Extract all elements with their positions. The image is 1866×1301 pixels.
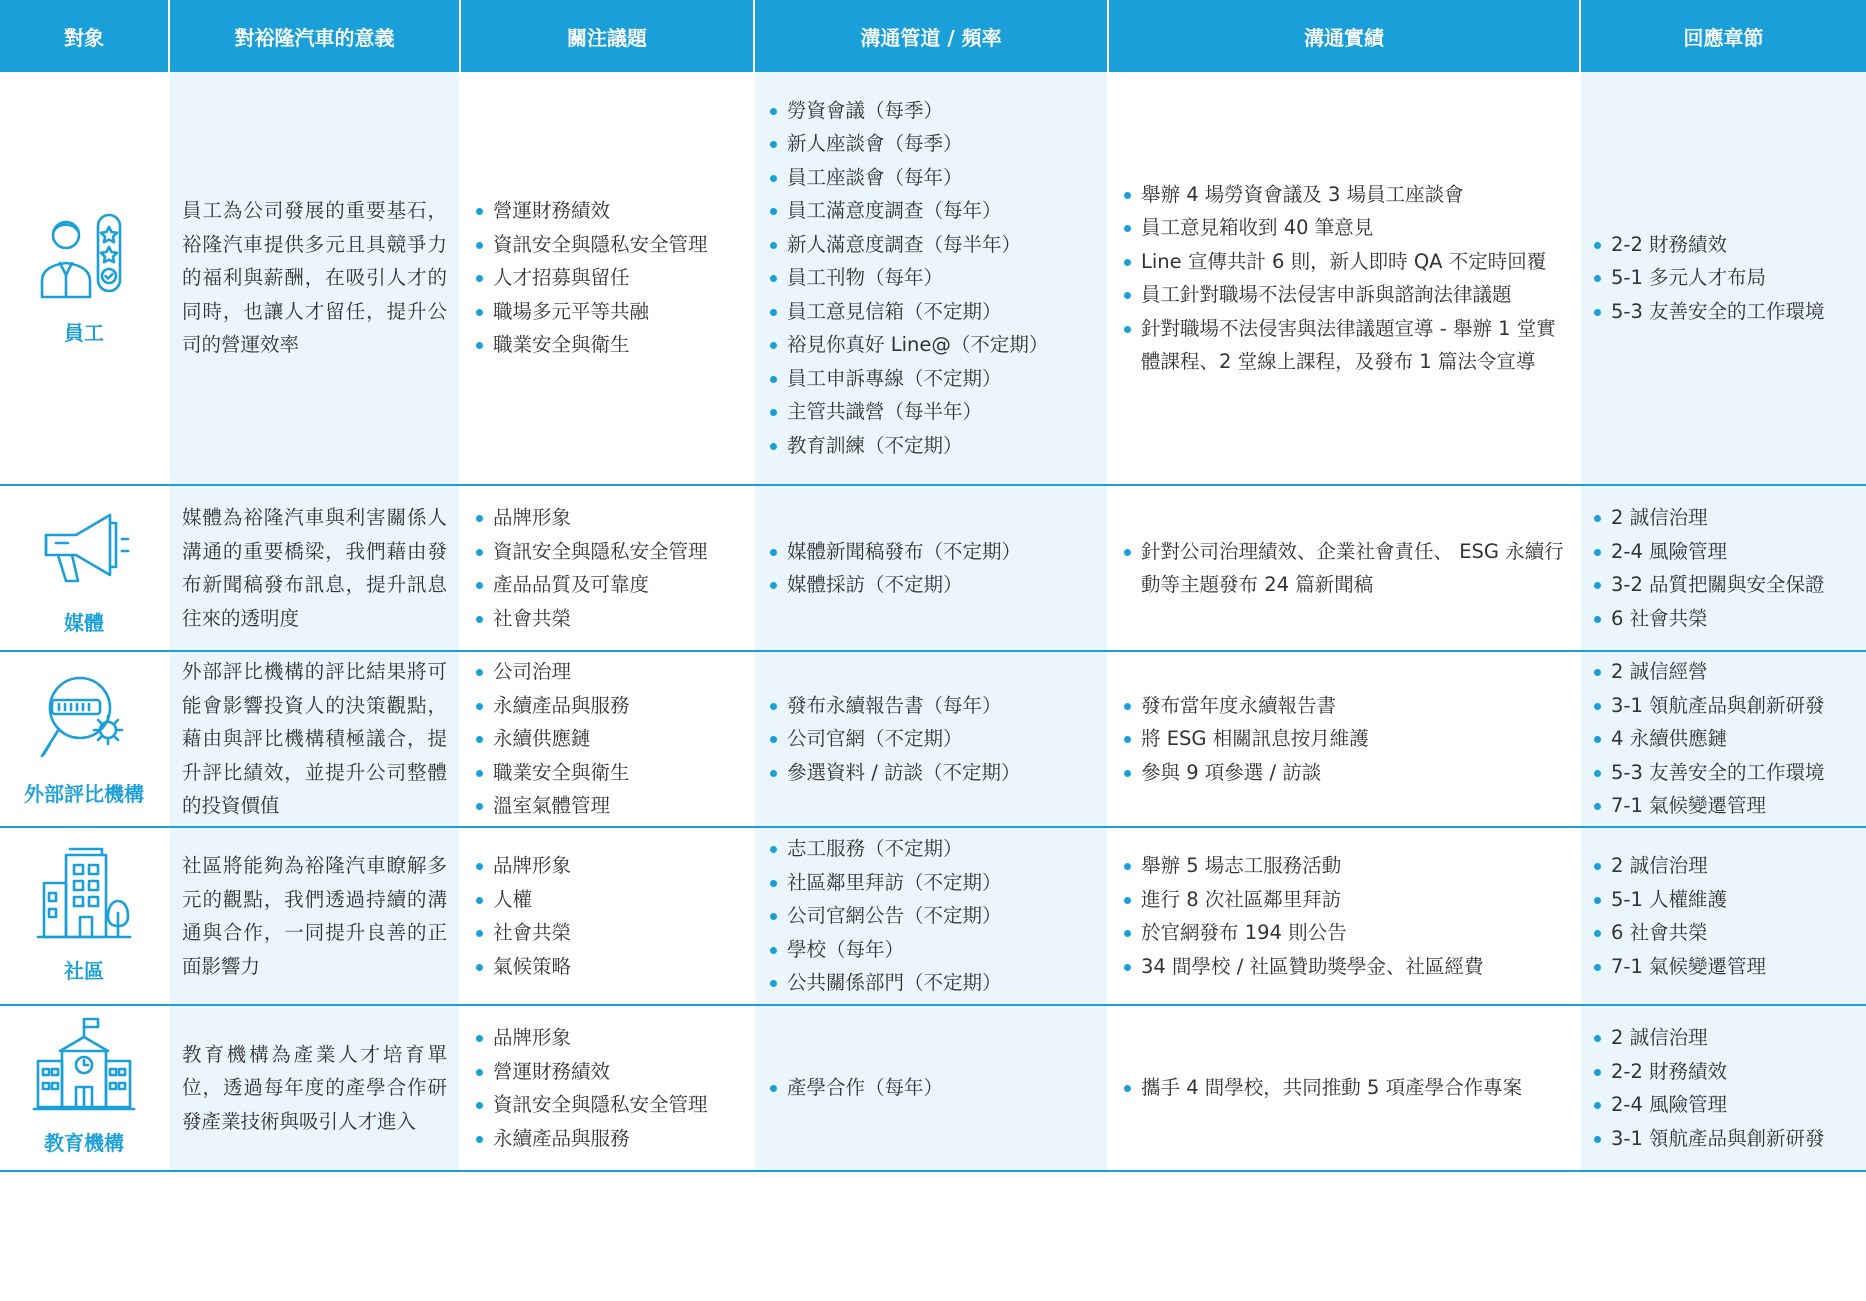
meaning-text: 外部評比機構的評比結果將可能會影響投資人的決策觀點，藉由與評比機構積極議合，提升評比績效，並提升公司整體的投資價值: [182, 660, 447, 818]
list-item: 資訊安全與隱私安全管理: [475, 228, 747, 262]
list-item: 社會共榮: [475, 602, 747, 636]
list-item: 攜手 4 間學校，共同推動 5 項產學合作專案: [1123, 1071, 1567, 1105]
list-item: 媒體新聞稿發布（不定期）: [769, 535, 1101, 569]
stakeholder-label: 員工: [64, 321, 104, 346]
stakeholder-cell: [0, 828, 170, 1004]
table-row: [0, 1006, 1866, 1172]
channels-cell: [755, 486, 1109, 650]
header-chapters: 回應章節: [1581, 0, 1866, 72]
results-cell: [1109, 1006, 1581, 1170]
list-item: 3-1 領航產品與創新研發: [1593, 1122, 1862, 1156]
school-icon: [32, 1015, 136, 1119]
list-item: 品牌形象: [475, 1021, 747, 1055]
list-item: 參選資料 / 訪談（不定期）: [769, 756, 1101, 790]
list-item: 2 誠信治理: [1593, 1021, 1862, 1055]
chapters-list: [1593, 655, 1862, 823]
list-item: 7-1 氣候變遷管理: [1593, 950, 1862, 984]
issues-list: [475, 849, 747, 983]
stakeholder-label: 社區: [64, 959, 104, 984]
stakeholder-cell: [0, 72, 170, 484]
stakeholder-cell: [0, 1006, 170, 1170]
chapters-cell: [1581, 72, 1866, 484]
list-item: 2 誠信治理: [1593, 501, 1862, 535]
rating-magnifier-icon: [32, 666, 136, 770]
header-target: 對象: [0, 0, 170, 72]
issues-list: [475, 194, 747, 362]
list-item: 裕見你真好 Line@（不定期）: [769, 328, 1101, 362]
header-results: 溝通實績: [1109, 0, 1581, 72]
results-list: [1123, 849, 1567, 983]
list-item: 發布永續報告書（每年）: [769, 689, 1101, 723]
list-item: 5-1 多元人才布局: [1593, 261, 1862, 295]
list-item: 3-1 領航產品與創新研發: [1593, 689, 1862, 723]
header-meaning: 對裕隆汽車的意義: [170, 0, 461, 72]
meaning-text: 媒體為裕隆汽車與利害關係人溝通的重要橋梁，我們藉由發布新聞稿發布訊息，提升訊息往來的透明度: [182, 506, 447, 630]
list-item: 永續產品與服務: [475, 1122, 747, 1156]
list-item: 員工刊物（每年）: [769, 261, 1101, 295]
list-item: 人才招募與留任: [475, 261, 747, 295]
list-item: 員工座談會（每年）: [769, 161, 1101, 195]
results-list: [1123, 689, 1567, 790]
list-item: 產品品質及可靠度: [475, 568, 747, 602]
meaning-cell: [170, 486, 461, 650]
channels-list: [769, 94, 1101, 463]
stakeholder-label: 外部評比機構: [24, 782, 144, 807]
megaphone-icon: [32, 495, 136, 599]
list-item: 34 間學校 / 社區贊助獎學金、社區經費: [1123, 950, 1567, 984]
list-item: 新人滿意度調查（每半年）: [769, 228, 1101, 262]
channels-cell: [755, 72, 1109, 484]
list-item: 產學合作（每年）: [769, 1071, 1101, 1105]
results-cell: [1109, 828, 1581, 1004]
channels-cell: [755, 652, 1109, 826]
list-item: 於官網發布 194 則公告: [1123, 916, 1567, 950]
list-item: 公司官網公告（不定期）: [769, 899, 1101, 933]
table-row: [0, 486, 1866, 652]
list-item: 2-2 財務績效: [1593, 228, 1862, 262]
results-list: [1123, 535, 1567, 602]
issues-list: [475, 655, 747, 823]
channels-list: [769, 1071, 1101, 1105]
channels-list: [769, 689, 1101, 790]
issues-cell: [461, 486, 755, 650]
list-item: 2 誠信經營: [1593, 655, 1862, 689]
stakeholder-label: 教育機構: [44, 1131, 124, 1156]
list-item: 職業安全與衛生: [475, 756, 747, 790]
results-cell: [1109, 652, 1581, 826]
list-item: 員工意見箱收到 40 筆意見: [1123, 211, 1567, 245]
list-item: 主管共識營（每半年）: [769, 395, 1101, 429]
list-item: 志工服務（不定期）: [769, 832, 1101, 866]
channels-cell: [755, 828, 1109, 1004]
list-item: 公司官網（不定期）: [769, 722, 1101, 756]
table-row: [0, 828, 1866, 1006]
stakeholder-label: 媒體: [64, 611, 104, 636]
issues-cell: [461, 72, 755, 484]
results-list: [1123, 1071, 1567, 1105]
channels-list: [769, 832, 1101, 1000]
list-item: 教育訓練（不定期）: [769, 429, 1101, 463]
list-item: 2 誠信治理: [1593, 849, 1862, 883]
chapters-list: [1593, 849, 1862, 983]
issues-list: [475, 501, 747, 635]
list-item: 將 ESG 相關訊息按月維護: [1123, 722, 1567, 756]
list-item: 發布當年度永續報告書: [1123, 689, 1567, 723]
list-item: 營運財務績效: [475, 1055, 747, 1089]
list-item: 2-2 財務績效: [1593, 1055, 1862, 1089]
list-item: 舉辦 4 場勞資會議及 3 場員工座談會: [1123, 178, 1567, 212]
issues-cell: [461, 1006, 755, 1170]
list-item: 職場多元平等共融: [475, 295, 747, 329]
list-item: 公共關係部門（不定期）: [769, 966, 1101, 1000]
list-item: 人權: [475, 883, 747, 917]
chapters-cell: [1581, 828, 1866, 1004]
list-item: 溫室氣體管理: [475, 789, 747, 823]
meaning-cell: [170, 828, 461, 1004]
stakeholder-cell: [0, 486, 170, 650]
list-item: 資訊安全與隱私安全管理: [475, 535, 747, 569]
chapters-list: [1593, 228, 1862, 329]
list-item: 學校（每年）: [769, 933, 1101, 967]
list-item: 新人座談會（每季）: [769, 127, 1101, 161]
list-item: 永續供應鏈: [475, 722, 747, 756]
chapters-cell: [1581, 486, 1866, 650]
meaning-text: 教育機構為產業人才培育單位，透過每年度的產學合作研發產業技術與吸引人才進入: [182, 1042, 447, 1133]
header-issues: 關注議題: [461, 0, 755, 72]
issues-list: [475, 1021, 747, 1155]
list-item: 4 永續供應鏈: [1593, 722, 1862, 756]
chapters-list: [1593, 501, 1862, 635]
results-cell: [1109, 72, 1581, 484]
list-item: 資訊安全與隱私安全管理: [475, 1088, 747, 1122]
stakeholder-cell: [0, 652, 170, 826]
list-item: 職業安全與衛生: [475, 328, 747, 362]
list-item: Line 宣傳共計 6 則，新人即時 QA 不定時回覆: [1123, 245, 1567, 279]
issues-cell: [461, 828, 755, 1004]
channels-cell: [755, 1006, 1109, 1170]
list-item: 員工滿意度調查（每年）: [769, 194, 1101, 228]
chapters-cell: [1581, 652, 1866, 826]
list-item: 品牌形象: [475, 849, 747, 883]
list-item: 針對職場不法侵害與法律議題宣導 - 舉辦 1 堂實體課程、2 堂線上課程，及發布 1 篇法令宣導: [1123, 312, 1567, 379]
list-item: 進行 8 次社區鄰里拜訪: [1123, 883, 1567, 917]
list-item: 7-1 氣候變遷管理: [1593, 789, 1862, 823]
list-item: 5-3 友善安全的工作環境: [1593, 756, 1862, 790]
meaning-text: 社區將能夠為裕隆汽車瞭解多元的觀點，我們透過持續的溝通與合作，一同提升良善的正面影響力: [182, 854, 447, 978]
list-item: 6 社會共榮: [1593, 916, 1862, 950]
list-item: 針對公司治理績效、企業社會責任、 ESG 永續行動等主題發布 24 篇新聞稿: [1123, 535, 1567, 602]
table-header: [0, 0, 1866, 72]
list-item: 員工針對職場不法侵害申訴與諮詢法律議題: [1123, 278, 1567, 312]
list-item: 媒體採訪（不定期）: [769, 568, 1101, 602]
list-item: 5-1 人權維護: [1593, 883, 1862, 917]
list-item: 員工意見信箱（不定期）: [769, 295, 1101, 329]
list-item: 員工申訴專線（不定期）: [769, 362, 1101, 396]
results-cell: [1109, 486, 1581, 650]
list-item: 永續產品與服務: [475, 689, 747, 723]
list-item: 參與 9 項參選 / 訪談: [1123, 756, 1567, 790]
issues-cell: [461, 652, 755, 826]
list-item: 2-4 風險管理: [1593, 1088, 1862, 1122]
list-item: 社區鄰里拜訪（不定期）: [769, 866, 1101, 900]
list-item: 公司治理: [475, 655, 747, 689]
list-item: 舉辦 5 場志工服務活動: [1123, 849, 1567, 883]
meaning-cell: [170, 652, 461, 826]
employee-icon: [32, 205, 136, 309]
list-item: 社會共榮: [475, 916, 747, 950]
list-item: 氣候策略: [475, 950, 747, 984]
results-list: [1123, 178, 1567, 379]
list-item: 營運財務績效: [475, 194, 747, 228]
table-row: [0, 652, 1866, 828]
chapters-list: [1593, 1021, 1862, 1155]
list-item: 勞資會議（每季）: [769, 94, 1101, 128]
list-item: 5-3 友善安全的工作環境: [1593, 295, 1862, 329]
meaning-cell: [170, 72, 461, 484]
chapters-cell: [1581, 1006, 1866, 1170]
list-item: 6 社會共榮: [1593, 602, 1862, 636]
list-item: 品牌形象: [475, 501, 747, 535]
community-building-icon: [32, 843, 136, 947]
meaning-cell: [170, 1006, 461, 1170]
list-item: 2-4 風險管理: [1593, 535, 1862, 569]
table-row: [0, 72, 1866, 486]
list-item: 3-2 品質把關與安全保證: [1593, 568, 1862, 602]
channels-list: [769, 535, 1101, 602]
meaning-text: 員工為公司發展的重要基石，裕隆汽車提供多元且具競爭力的福利與薪酬，在吸引人才的同時，也讓人才留任，提升公司的營運效率: [182, 199, 447, 357]
header-channels: 溝通管道 / 頻率: [755, 0, 1109, 72]
